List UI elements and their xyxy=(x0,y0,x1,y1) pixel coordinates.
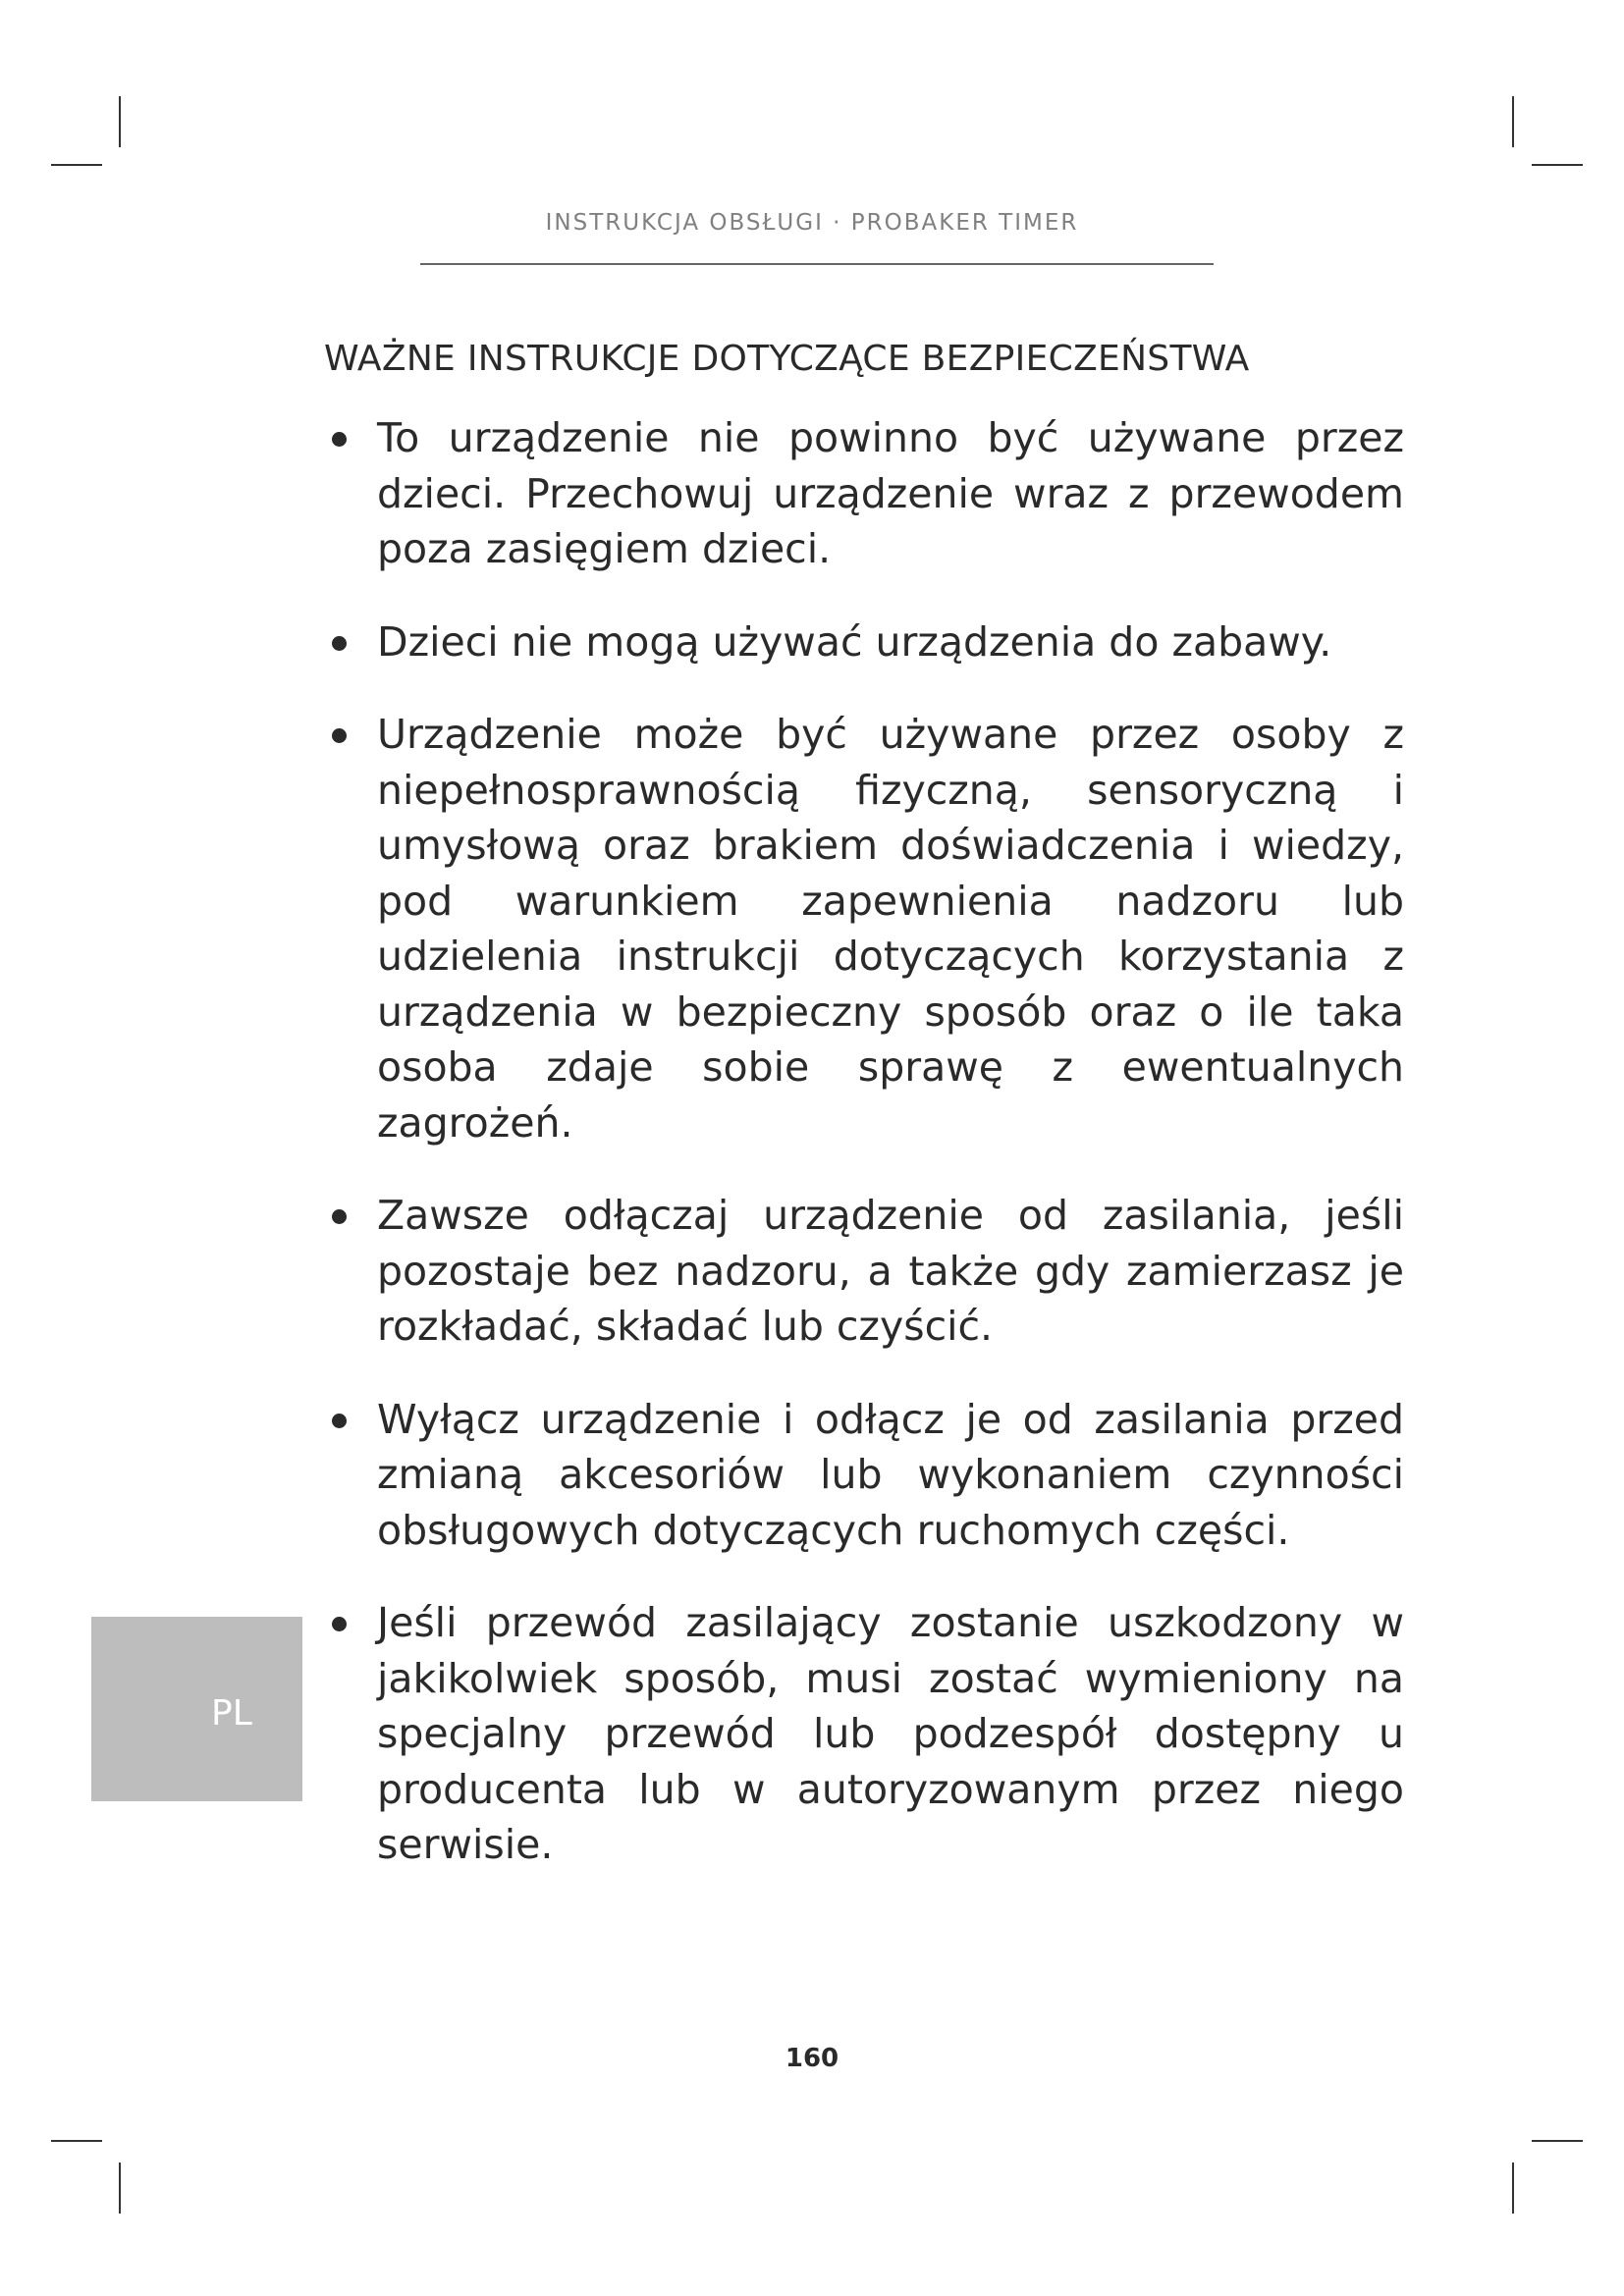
crop-mark-top-left-horizontal xyxy=(51,164,102,166)
list-item-text: Dzieci nie mogą używać urządzenia do zabawy. xyxy=(377,617,1332,666)
bullet-icon xyxy=(332,728,347,743)
list-item-text: Jeśli przewód zasilający zostanie uszkodzony w jakikolwiek sposób, musi zostać wymieniony na specjalny przewód lub podzespół dostępny u producenta lub w autoryzowanym przez niego serwisie. xyxy=(377,1599,1404,1868)
list-item xyxy=(324,707,1404,1150)
crop-mark-top-right-horizontal xyxy=(1532,164,1583,166)
list-item-text: Zawsze odłączaj urządzenie od zasilania, jeśli pozostaje bez nadzoru, a także gdy zamierzasz je rozkładać, składać lub czyścić. xyxy=(377,1192,1404,1350)
bullet-icon xyxy=(332,432,347,447)
list-item xyxy=(324,614,1404,670)
language-tab xyxy=(91,1617,302,1801)
safety-instructions-list xyxy=(324,410,1404,1910)
list-item-text: Wyłącz urządzenie i odłącz je od zasilania przed zmianą akcesoriów lub wykonaniem czynności obsługowych dotyczących ruchomych części. xyxy=(377,1395,1404,1554)
page-number: 160 xyxy=(785,2044,839,2073)
running-header: INSTRUKCJA OBSŁUGI · PROBAKER TIMER xyxy=(545,210,1079,236)
crop-mark-bottom-left-vertical xyxy=(119,2163,121,2214)
section-title: WAŻNE INSTRUKCJE DOTYCZĄCE BEZPIECZEŃSTWA xyxy=(324,339,1250,379)
language-label: PL xyxy=(211,1693,252,1734)
crop-mark-bottom-right-horizontal xyxy=(1532,2140,1583,2142)
crop-mark-top-right-vertical xyxy=(1512,96,1514,147)
bullet-icon xyxy=(332,636,347,651)
header-divider xyxy=(420,263,1214,265)
list-item xyxy=(324,1188,1404,1355)
crop-mark-bottom-left-horizontal xyxy=(51,2140,102,2142)
list-item xyxy=(324,1392,1404,1559)
list-item-text: Urządzenie może być używane przez osoby z niepełnosprawnością fizyczną, sensoryczną i umysłową oraz brakiem doświadczenia i wiedzy, pod warunkiem zapewnienia nadzoru lub udzielenia instrukcji dotyczących korzystania z urządzenia w bezpieczny sposób oraz o ile taka osoba zdaje sobie sprawę z ewentualnych zagrożeń. xyxy=(377,711,1404,1147)
bullet-icon xyxy=(332,1617,347,1631)
bullet-icon xyxy=(332,1414,347,1428)
list-item-text: To urządzenie nie powinno być używane przez dzieci. Przechowuj urządzenie wraz z przewodem poza zasięgiem dzieci. xyxy=(377,414,1404,572)
list-item xyxy=(324,410,1404,577)
bullet-icon xyxy=(332,1209,347,1224)
list-item xyxy=(324,1595,1404,1873)
crop-mark-top-left-vertical xyxy=(119,96,121,147)
crop-mark-bottom-right-vertical xyxy=(1512,2163,1514,2214)
